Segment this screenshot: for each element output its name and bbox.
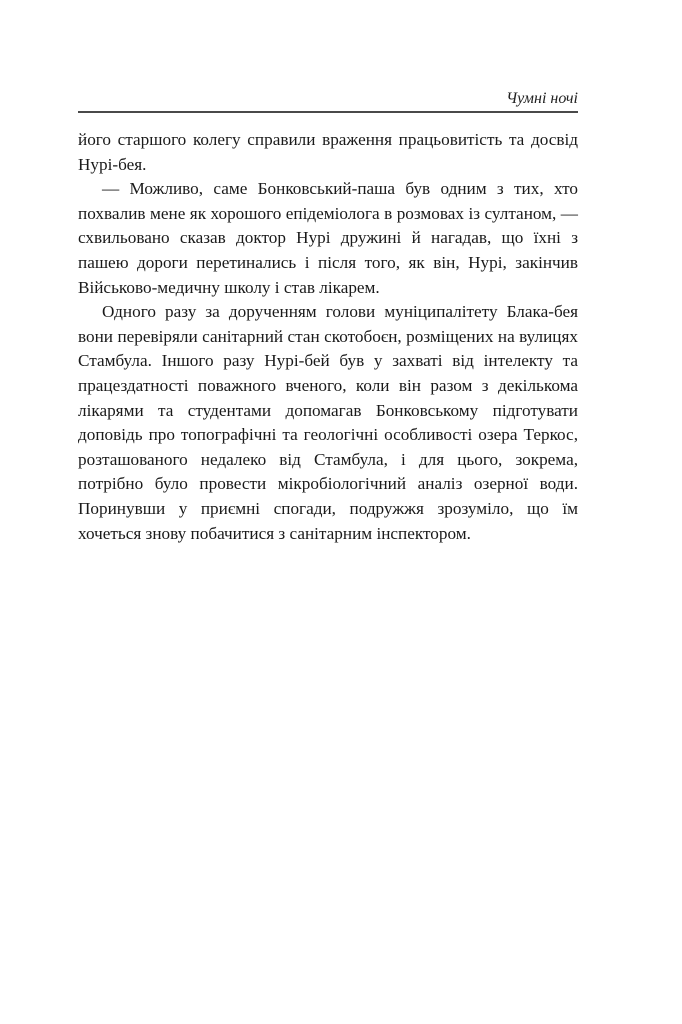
header-rule: [78, 111, 578, 113]
body-text: [78, 128, 578, 546]
running-head-title: Чумні ночі: [506, 90, 578, 107]
paragraph-continuation: його старшого колегу справили враження працьовитість та досвід Нурі-бея.: [78, 130, 578, 174]
paragraph-dialogue: — Можливо, саме Бонковський-паша був одним з тих, хто похвалив мене як хорошого епідеміолога в розмовах із султаном, — схвильовано сказав доктор Нурі дружині й нагадав, що їхні з пашею дороги перетинались і після того, як він, Нурі, закінчив Військово-медичну школу і став лікарем.: [78, 179, 578, 297]
paragraph-narrative: Одного разу за дорученням голови муніципалітету Блака-бея вони перевіряли санітарний стан скотобоєн, розміщених на вулицях Стамбула. Іншого разу Нурі-бей був у захваті від інтелекту та працездатності поважного вченого, коли він разом з декількома лікарями та студентами допомагав Бонковському підготувати доповідь про топографічні та геологічні особливості озера Теркос, розташованого недалеко від Стамбула, і для цього, зокрема, потрібно було провести мікробіологічний аналіз озерної води. Поринувши у приємні спогади, подружжя зрозуміло, що їм хочеться знову побачитися з санітарним інспектором.: [78, 302, 578, 543]
